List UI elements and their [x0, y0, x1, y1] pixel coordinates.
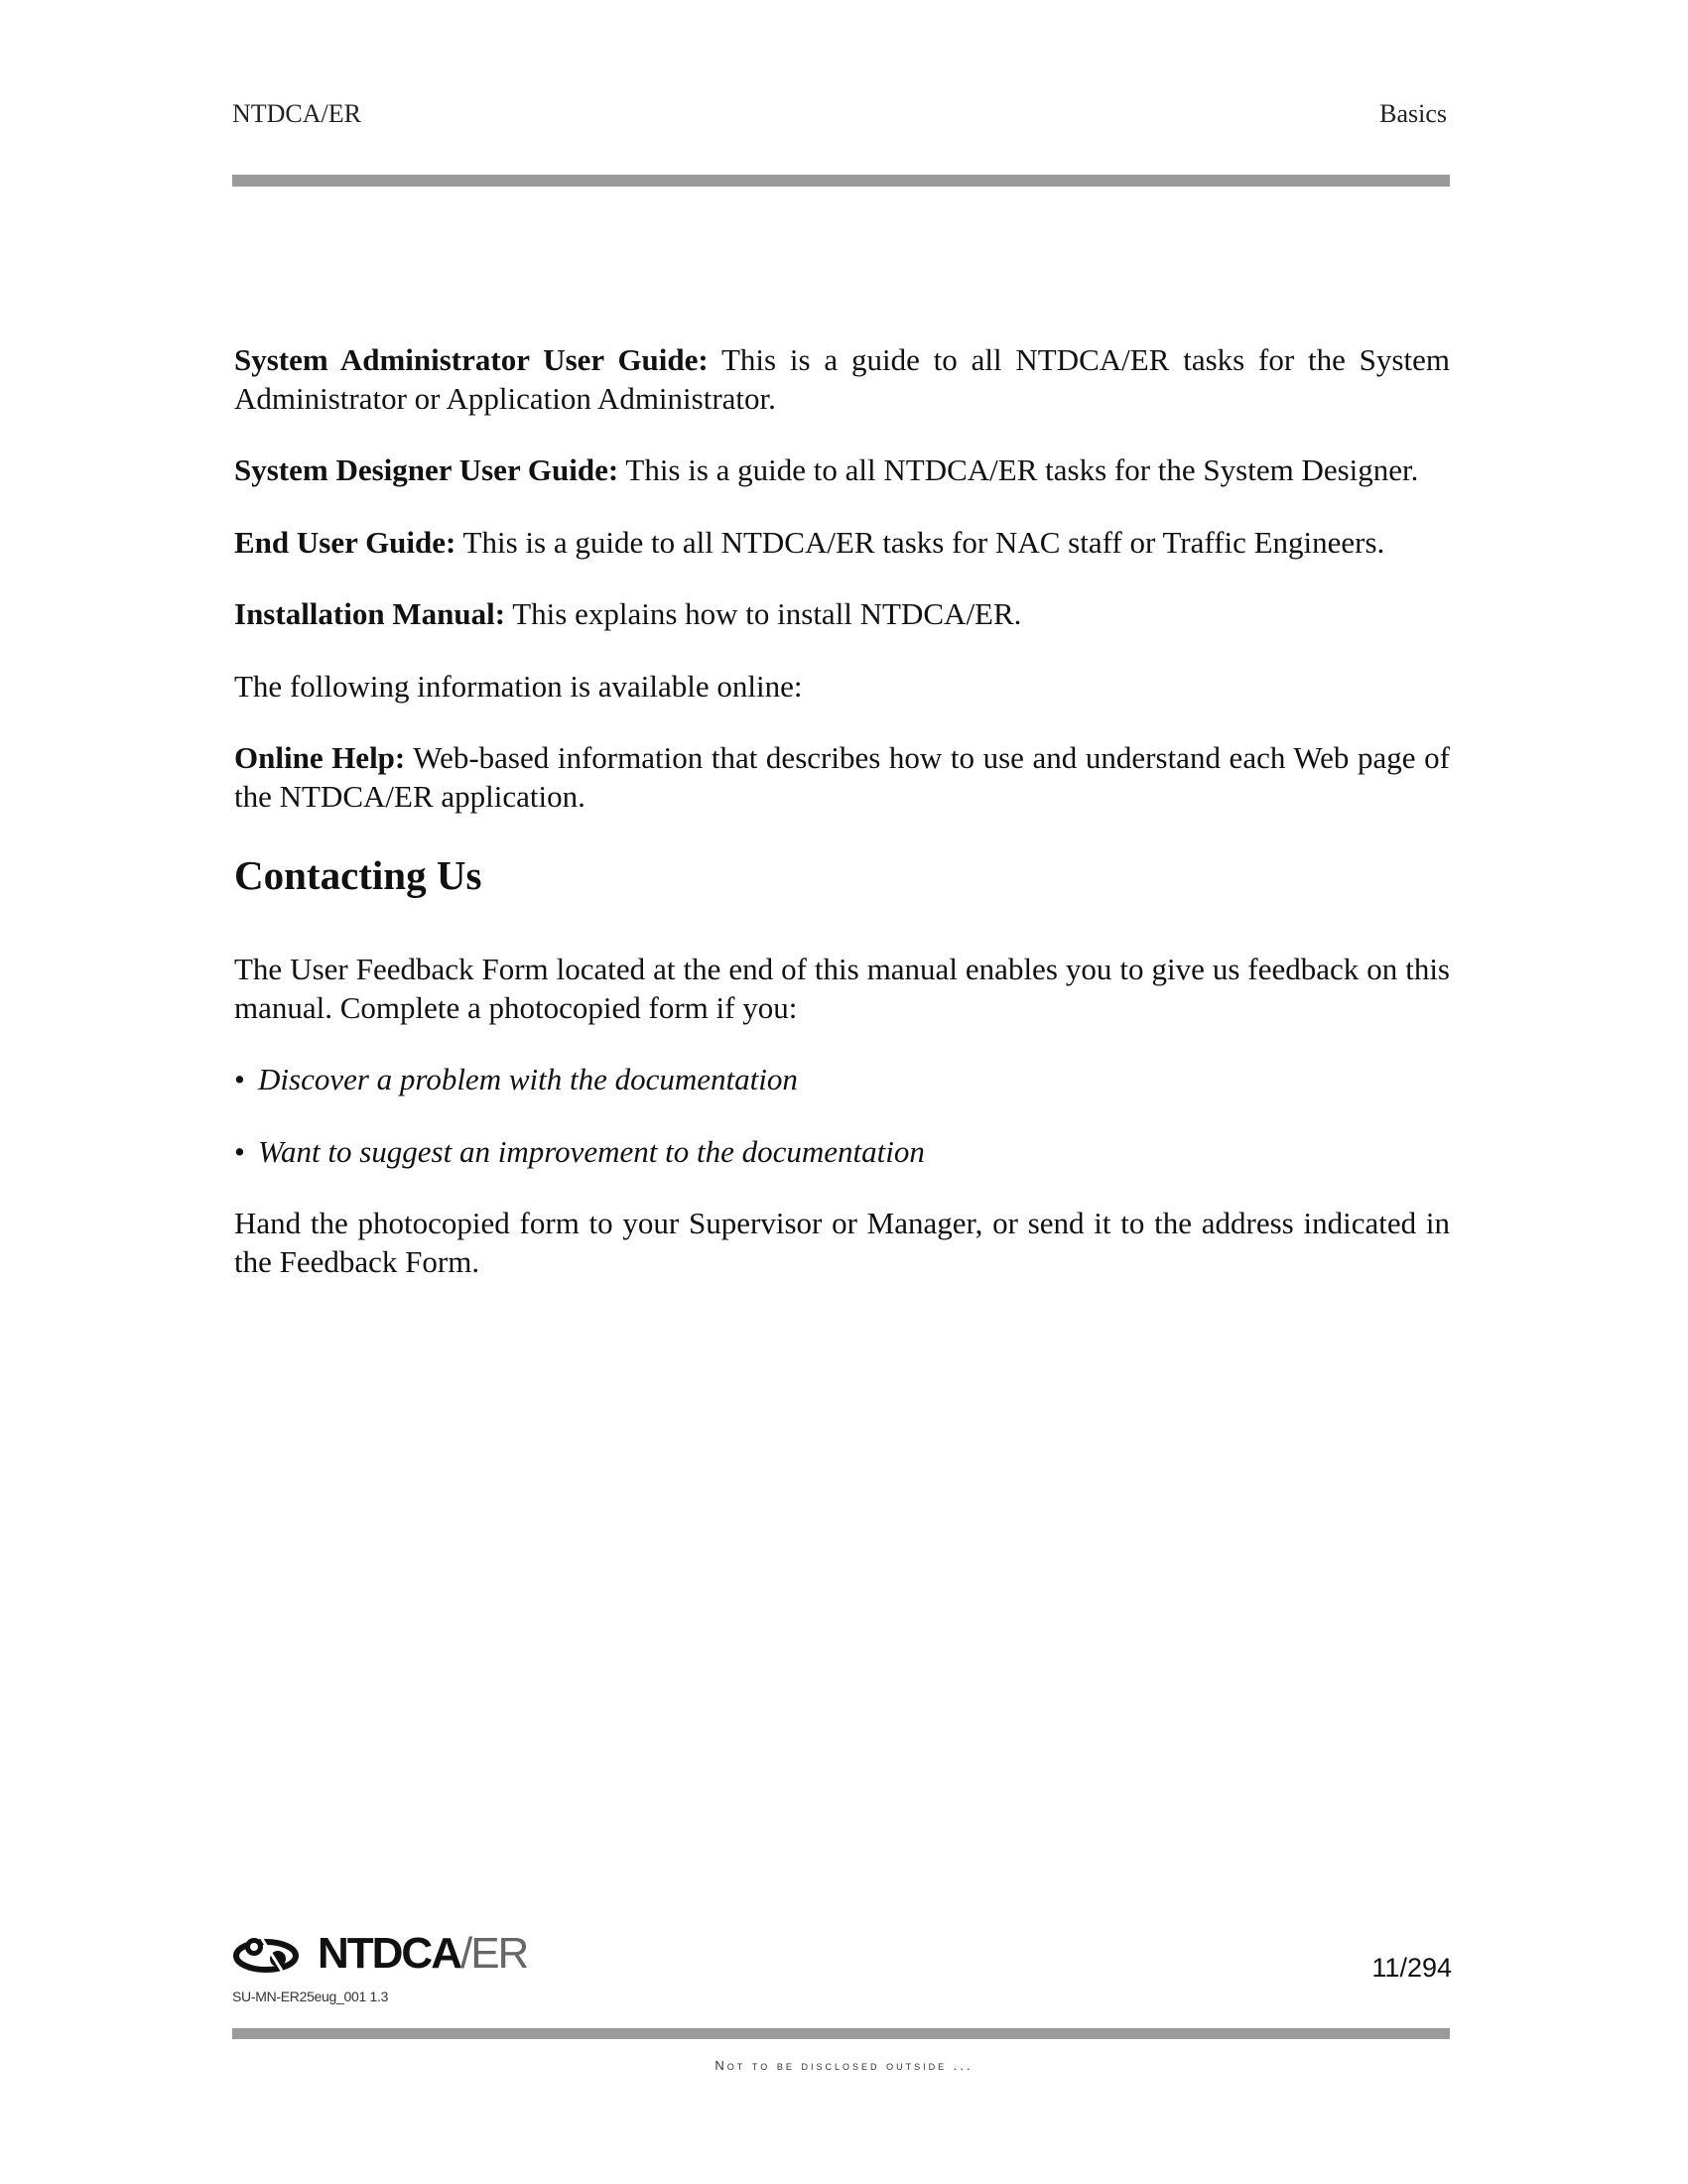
header-rule [232, 175, 1450, 187]
doc-entry-installation [234, 595, 1450, 634]
confidentiality-notice: Not to be disclosed outside ... [714, 2058, 974, 2073]
doc-entry-term: End User Guide: [234, 524, 456, 560]
header-section-name: Basics [1379, 99, 1447, 128]
list-item-text: Discover a problem with the documentation [258, 1062, 798, 1096]
footer-logo [232, 1929, 527, 1979]
doc-entry-text: This is a guide to all NTDCA/ER tasks for NAC staff or Traffic Engineers. [455, 524, 1385, 560]
online-intro: The following information is available online: [234, 668, 803, 704]
doc-entry-text: This explains how to install NTDCA/ER. [505, 596, 1022, 631]
section-title-contacting-us: Contacting Us [234, 852, 482, 898]
logo-main-text: NTDCA [318, 1929, 460, 1978]
contact-intro: The User Feedback Form located at the end of this manual enables you to give us feedback on this manual. Complete a photocopied form if you: [234, 952, 1450, 1025]
contact-outro: Hand the photocopied form to your Supervisor or Manager, or send it to the address indicated in the Feedback Form. [234, 1206, 1450, 1279]
list-item-text: Want to suggest an improvement to the documentation [258, 1133, 925, 1169]
bullet-icon: • [234, 1133, 245, 1169]
logo-suffix-text: /ER [459, 1929, 528, 1978]
page-body [234, 341, 1450, 1315]
bullet-icon: • [234, 1062, 245, 1096]
feedback-reasons-list [234, 1061, 1450, 1171]
doc-entry-sysadmin [234, 341, 1450, 418]
list-item [234, 1061, 1450, 1099]
header-product-name: NTDCA/ER [232, 99, 361, 128]
list-item [234, 1133, 1450, 1172]
logo-emblem-icon [232, 1931, 302, 1977]
doc-entry-enduser [234, 524, 1450, 563]
doc-entry-term: System Administrator User Guide: [234, 342, 709, 377]
logo-wordmark [318, 1929, 527, 1979]
doc-entry-term: System Designer User Guide: [234, 452, 619, 487]
footer-rule [232, 2028, 1450, 2039]
doc-entry-text: This is a guide to all NTDCA/ER tasks for the System Administrator or Application Administrator. [234, 342, 1450, 416]
page-number: 11/294 [1371, 1953, 1452, 1983]
doc-entry-text: Web-based information that describes how to use and understand each Web page of the NTDCA/ER application. [234, 740, 1450, 814]
doc-entry-sysdesigner [234, 451, 1450, 490]
document-code: SU-MN-ER25eug_001 1.3 [232, 1989, 389, 2004]
doc-entry-term: Installation Manual: [234, 596, 506, 631]
doc-entry-term: Online Help: [234, 740, 406, 775]
doc-entry-online-help [234, 739, 1450, 816]
doc-entry-text: This is a guide to all NTDCA/ER tasks for the System Designer. [618, 452, 1419, 487]
